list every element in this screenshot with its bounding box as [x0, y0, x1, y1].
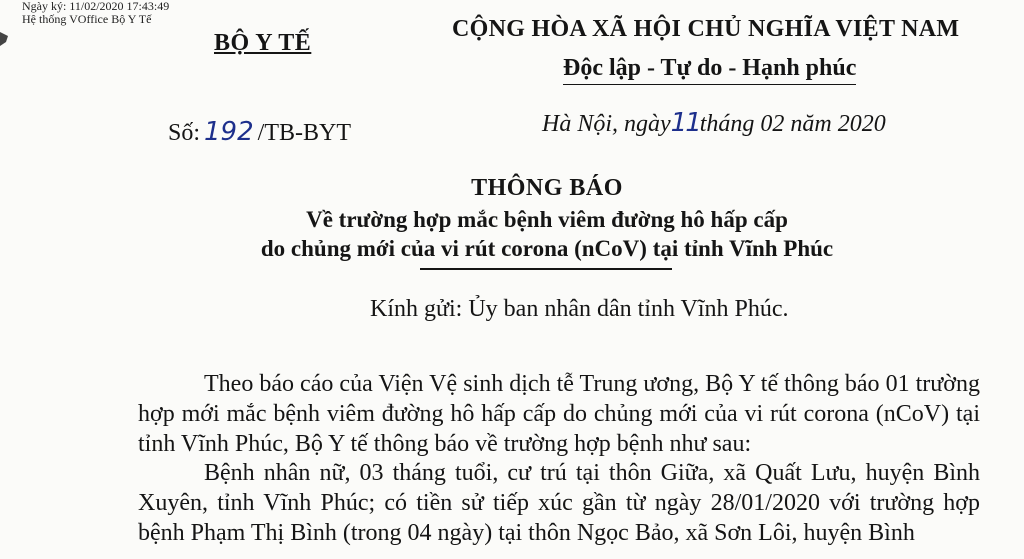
- national-motto: Độc lập - Tự do - Hạnh phúc: [563, 55, 856, 85]
- subtitle-line-2: do chủng mới của vi rút corona (nCoV) tại tỉnh Vĩnh Phúc: [260, 236, 834, 261]
- body-paragraph-1: Theo báo cáo của Viện Vệ sinh dịch tễ Trung ương, Bộ Y tế thông báo 01 trường hợp mới mắc bệnh viêm đường hô hấp cấp do chủng mới của vi rút corona (nCoV) tại tỉnh Vĩnh Phúc, Bộ Y tế thông báo về trường hợp bệnh như sau:: [138, 371, 980, 457]
- ministry-name: BỘ Y TẾ: [214, 30, 312, 56]
- handwritten-number: 192: [204, 117, 254, 147]
- date-suffix: tháng 02 năm 2020: [699, 111, 886, 137]
- body-paragraph-2: Bệnh nhân nữ, 03 tháng tuổi, cư trú tại thôn Giữa, xã Quất Lưu, huyện Bình Xuyên, tỉnh Vĩnh Phúc; có tiền sử tiếp xúc gần từ ngày 28/01/2020 với trường hợp bệnh Phạm Thị Bình (trong 04 ngày) tại thôn Ngọc Bảo, xã Sơn Lôi, huyện Bình: [138, 460, 980, 546]
- signature-system: Hệ thống VOffice Bộ Y Tế: [22, 12, 152, 26]
- digital-signature-stamp: [22, 0, 169, 26]
- number-suffix: /TB-BYT: [257, 120, 351, 146]
- nation-title: CỘNG HÒA XÃ HỘI CHỦ NGHĨA VIỆT NAM: [452, 16, 960, 42]
- document-date: [542, 108, 886, 138]
- greeting-line: Kính gửi: Ủy ban nhân dân tỉnh Vĩnh Phúc.: [370, 296, 789, 322]
- date-prefix: Hà Nội, ngày: [542, 111, 671, 137]
- subtitle-underline: [420, 268, 672, 270]
- subtitle-line-1: Về trường hợp mắc bệnh viêm đường hô hấp cấp: [306, 207, 788, 232]
- signature-date: Ngày ký: 11/02/2020 17:43:49: [22, 0, 170, 13]
- scan-edge-mark: [0, 30, 10, 48]
- document-number: [168, 117, 351, 147]
- handwritten-day: 11: [670, 108, 700, 138]
- document-title: THÔNG BÁO: [471, 175, 623, 201]
- number-prefix: Số:: [168, 120, 201, 146]
